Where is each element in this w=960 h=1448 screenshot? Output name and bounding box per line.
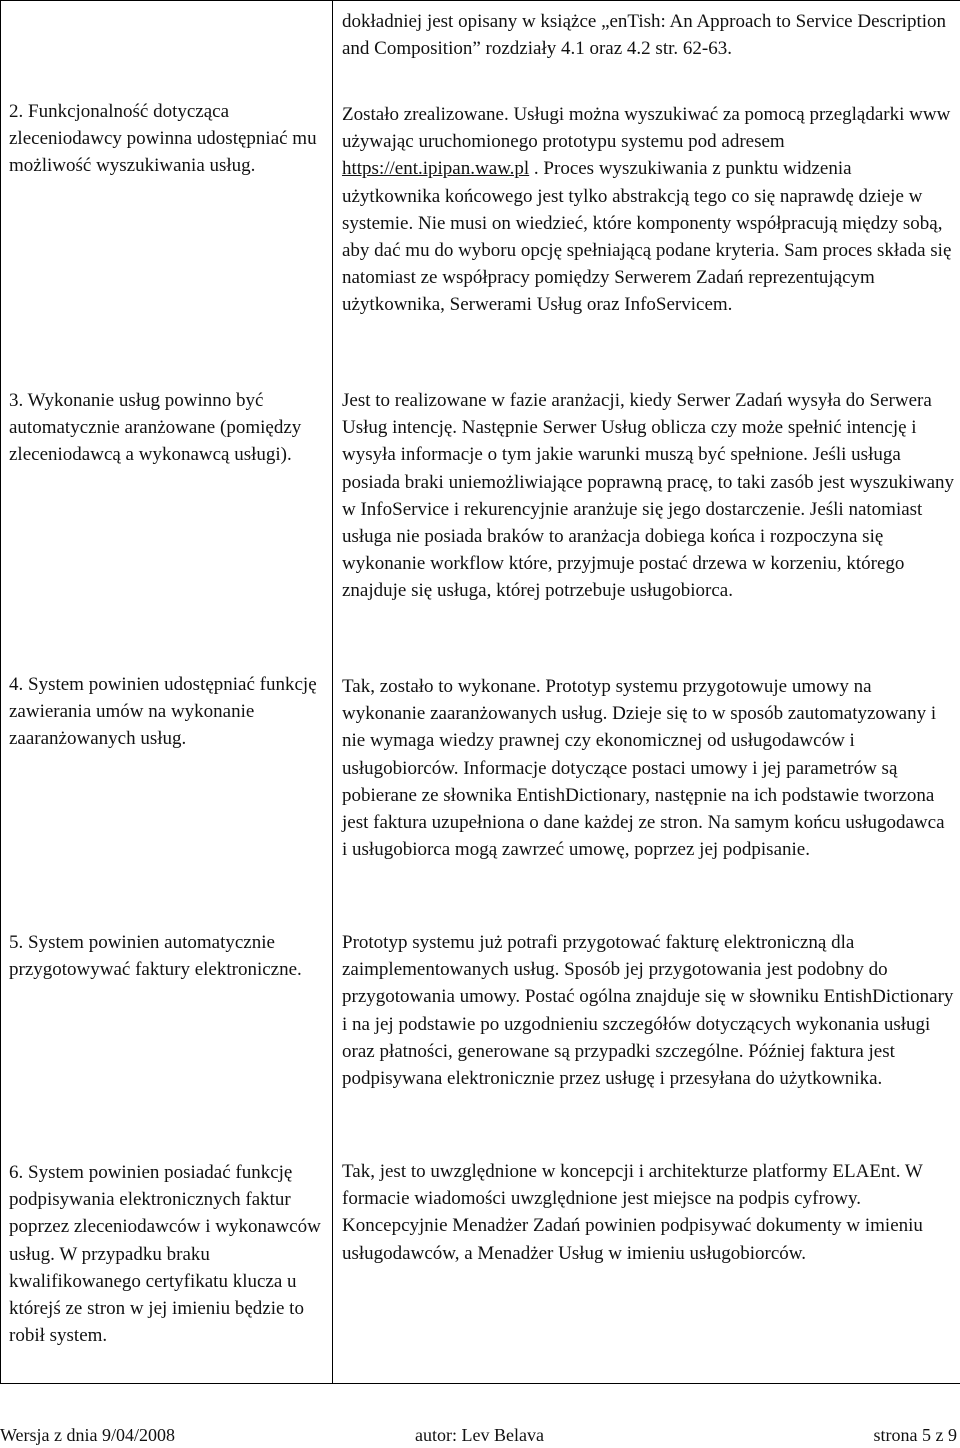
response-5: Prototyp systemu już potrafi przygotować fakturę elektroniczną dla zaimplementowanych usług. Sposób jej przygotowania jest podobny do przygotowania umowy. Postać ogólna znajduje się w słowniku EntishDictionary i na jej podstawie po uzgodnieniu szczegółów dotyczących wykonania usługi oraz płatności, generowane są przypadki szczególne. Później faktura jest podpisywana elektronicznie przez usługę i przesyłana do użytkownika. <box>342 932 954 1090</box>
response-4: Tak, zostało to wykonane. Prototyp systemu przygotowuje umowy na wykonanie zaaranżowanych usług. Dzieje się to w sposób zautomatyzowany i nie wymaga wiedzy prawnej czy ekonomicznej od usługodawców i usługobiorców. Informacje dotyczące postaci umowy i jej parametrów są pobierane ze słownika EntishDictionary, następnie na ich podstawie tworzona jest faktura uzupełniona o dane każdej ze stron. Na samym końcu usługodawca i usługobiorca mogą zawrzeć umowę, poprzez jej podpisanie. <box>342 676 945 861</box>
requirement-6: 6. System powinien posiadać funkcję podpisywania elektronicznych faktur poprzez zleceniodawców i wykonawców usług. W przypadku braku kwalifikowanego certyfikatu klucza u którejś ze stron w jej imieniu będzie to robił system. <box>9 1162 321 1347</box>
requirement-5: 5. System powinien automatycznie przygotowywać faktury elektroniczne. <box>9 932 302 981</box>
requirement-4: 4. System powinien udostępniać funkcję zawierania umów na wykonanie zaaranżowanych usług. <box>9 674 317 750</box>
response-2 <box>342 101 954 319</box>
response-6: Tak, jest to uwzględnione w koncepcji i architekturze platformy ELAEnt. W formacie wiadomości uwzględnione jest miejsce na podpis cyfrowy. Koncepcyjnie Menadżer Zadań powinien podpisywać dokumenty w imieniu usługodawców, a Menadżer Usług w imieniu usługobiorców. <box>342 1161 923 1264</box>
system-url-link[interactable]: https://ent.ipipan.waw.pl <box>342 158 530 180</box>
response-2-text-a: Zostało zrealizowane. Usługi można wyszukiwać za pomocą przeglądarki www używając uruchomionego prototypu systemu pod adresem <box>342 104 951 153</box>
requirement-2: 2. Funkcjonalność dotycząca zleceniodawcy powinna udostępniać mu możliwość wyszukiwania usług. <box>9 101 317 177</box>
response-3: Jest to realizowane w fazie aranżacji, kiedy Serwer Zadań wysyła do Serwera Usług intencję. Następnie Serwer Usług oblicza czy może spełnić intencję i wysyła informacje o tym jakie warunki muszą być spełnione. Jeśli usługa posiada braki uniemożliwiające poprawną pracę, to taki zasób jest wyszukiwany w InfoService i rekurencyjnie aranżuje się jego dostarczenie. Jeśli natomiast usługa nie posiada braków to aranżacja dobiega końca i rozpoczyna się wykonanie workflow które, przyjmuje postać drzewa w korzeniu, którego znajduje się usługa, której potrzebuje usługobiorca. <box>342 390 955 602</box>
footer-author: autor: Lev Belava <box>415 1425 544 1445</box>
response-1-continued: dokładniej jest opisany w książce „enTish: An Approach to Service Description and Composition” rozdziały 4.1 oraz 4.2 str. 62-63. <box>342 11 947 60</box>
response-2-text-b: . Proces wyszukiwania z punktu widzenia użytkownika końcowego jest tylko abstrakcją tego co się naprawdę dzieje w systemie. Nie musi on wiedzieć, które komponenty współpracują między sobą, aby dać mu do wyboru opcję spełniającą podane kryteria. Sam proces składa się natomiast ze współpracy pomiędzy Serwerem Zadań reprezentującym użytkownika, Serwerami Usług oraz InfoServicem. <box>342 158 952 316</box>
page-footer <box>0 1422 960 1448</box>
footer-version: Wersja z dnia 9/04/2008 <box>0 1425 176 1445</box>
footer-page-number: strona 5 z 9 <box>873 1425 957 1445</box>
requirements-column <box>1 1 333 1384</box>
requirement-3: 3. Wykonanie usług powinno być automatycznie aranżowane (pomiędzy zleceniodawcą a wykonawcą usługi). <box>9 390 302 466</box>
responses-column <box>333 1 960 1384</box>
table-row <box>1 1 960 1384</box>
